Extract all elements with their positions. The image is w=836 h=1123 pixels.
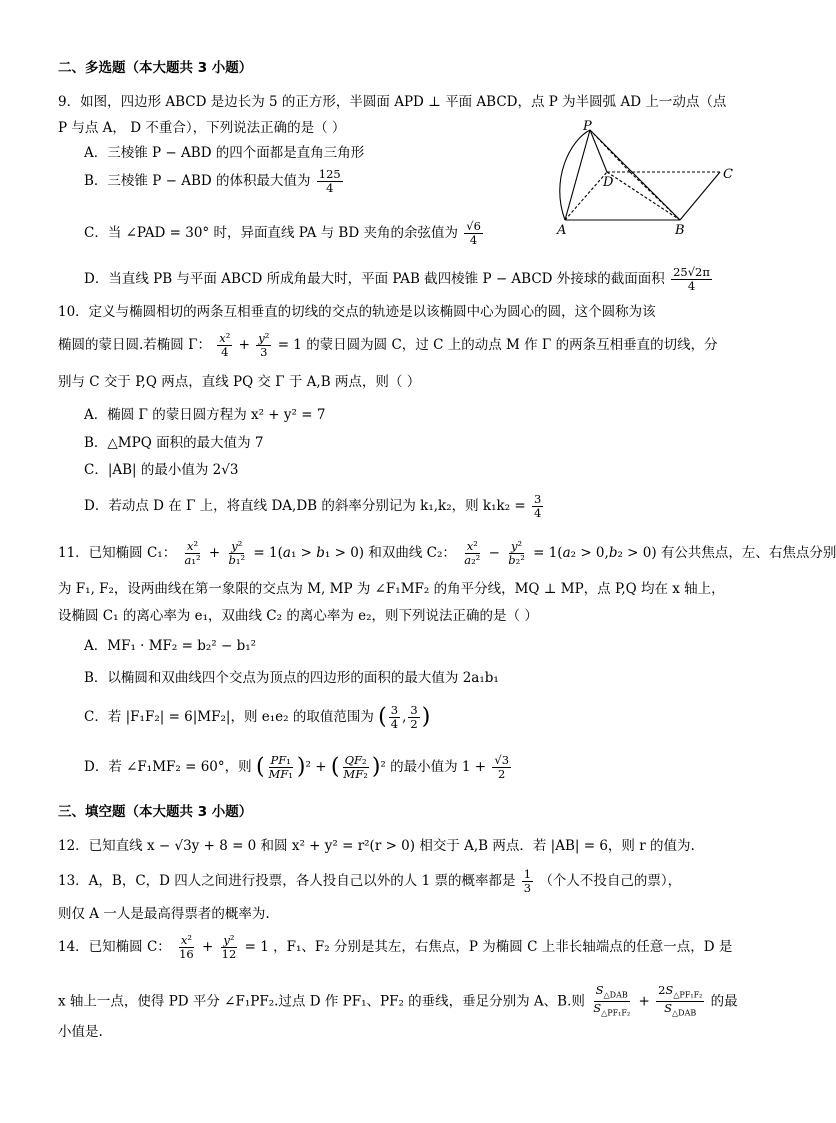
q9-option-d-text: D．当直线 PB 与平面 ABCD 所成角最大时，平面 PAB 截四棱锥 P − ABCD 外接球的截面面积 <box>84 271 665 287</box>
q10-stem-line2: 椭圆的蒙日圆.若椭圆 Γ： $\frac{\text{x²}}{4}$ + $\frac{\text{y²}}{3}$ = 1 的蒙日圆为圆 C，过 C 上的动点 M 作 Γ 的两条互相垂直的切线，分 <box>58 331 718 359</box>
q13-line1-pre: 13．A，B，C，D 四人之间进行投票，各人投自己以外的人 1 票的概率都是 <box>58 873 516 889</box>
q14-line1-pre: 14．已知椭圆 C： <box>58 939 171 955</box>
q11-line1-mid: 和双曲线 C₂： <box>368 545 456 561</box>
q9-option-b-fraction: $\frac{125}{4}$ <box>318 167 341 195</box>
q13-line2: 则仅 A 一人是最高得票者的概率为. <box>58 906 270 922</box>
q11-line1-post: 有公共焦点，左、右焦点分别 <box>660 545 836 561</box>
q11-option-d: D．若 ∠F₁MF₂ = 60°，则 ( $\frac{\text{PF₁}}{\text{MF₁}}$ )² + ( $\frac{\text{QF₂}}{\text{MF₂}}$ )² 的最小值为 1 + $\frac{√3}{2}$ <box>84 753 510 781</box>
q9-stem-line1: 9．如图，四边形 ABCD 是边长为 5 的正方形，半圆面 APD ⊥ 平面 ABCD，点 P 为半圆弧 AD 上一动点（点 <box>58 94 727 110</box>
label-a: A <box>557 223 567 238</box>
q11-stem-line3: 设椭圆 C₁ 的离心率为 e₁，双曲线 C₂ 的离心率为 e₂，则下列说法正确的是（ ） <box>58 608 538 624</box>
q10-option-d-fraction: $\frac{3}{4}$ <box>534 492 542 520</box>
q13-line1: 13．A，B，C，D 四人之间进行投票，各人投自己以外的人 1 票的概率都是 $\frac{1}{3}$ （个人不投自己的票）， <box>58 867 682 895</box>
semicircle-arc <box>560 130 590 220</box>
q10-option-b: B．△MPQ 面积的最大值为 7 <box>84 435 264 451</box>
section-heading-multiple-choice: 二、多选题（本大题共 3 小题） <box>58 60 253 76</box>
q10-stem-line1: 10．定义与椭圆相切的两条互相垂直的切线的交点的轨迹是以该椭圆中心为圆心的圆，这个圆称为该 <box>58 304 656 320</box>
q10-line2-post: 的蒙日圆为圆 C，过 C 上的动点 M 作 Γ 的两条互相垂直的切线，分 <box>306 337 718 353</box>
q14-line2-pre: x 轴上一点，使得 PD 平分 ∠F₁PF₂.过点 D 作 PF₁、PF₂ 的垂线，垂足分别为 A、B.则 <box>58 993 585 1010</box>
q11-option-d-post: 的最小值为 1 + <box>390 759 487 775</box>
label-p: P <box>583 119 592 134</box>
q13-line1-post: （个人不投自己的票）， <box>539 873 682 889</box>
q9-option-d-fraction: $\frac{25√2\pi}{4}$ <box>673 265 710 293</box>
q10-option-d-text: D．若动点 D 在 Γ 上，将直线 DA,DB 的斜率分别记为 k₁,k₂，则 k₁k₂ = <box>84 498 526 514</box>
q10-option-d <box>84 493 545 520</box>
q12-text: 12．已知直线 x − √3y + 8 = 0 和圆 x² + y² = r²(r > 0) 相交于 A,B 两点．若 |AB| = 6，则 r 的值为. <box>58 838 695 854</box>
label-c: C <box>723 167 733 182</box>
q9-option-a: A．三棱锥 P − ABD 的四个面都是直角三角形 <box>84 145 365 161</box>
q9-option-b-text: B．三棱锥 P − ABD 的体积最大值为 <box>84 173 311 189</box>
q9-option-d <box>84 266 714 293</box>
q11-option-b: B．以椭圆和双曲线四个交点为顶点的四边形的面积的最大值为 2a₁b₁ <box>84 670 499 686</box>
q14-line1-post: ，F₁、F₂ 分别是其左，右焦点，P 为椭圆 C 上非长轴端点的任意一点，D 是 <box>273 939 733 955</box>
q10-ellipse-x: $\frac{\text{x²}}{4}$ <box>219 331 231 359</box>
q14-line2-post: 的最 <box>710 993 738 1010</box>
q11-option-d-text: D．若 ∠F₁MF₂ = 60°，则 <box>84 759 252 775</box>
label-b: B <box>675 223 685 238</box>
section-heading-fill-in: 三、填空题（本大题共 3 小题） <box>58 804 253 820</box>
q14-line3: 小值是. <box>58 1024 103 1040</box>
q14-line2: x 轴上一点，使得 PD 平分 ∠F₁PF₂.过点 D 作 PF₁、PF₂ 的垂线，垂足分别为 A、B.则 $\frac{S_{\triangle DAB}}{S_{\triangle PF_1F_2}}$ + $\frac{2S_{\triangle PF_1F_2}}{S_{\triangle DAB}}$ 的最 <box>58 983 738 1018</box>
pyramid-figure <box>555 120 745 240</box>
q9-option-c-text: C．当 ∠PAD = 30° 时，异面直线 PA 与 BD 夹角的余弦值为 <box>84 225 458 241</box>
q9-stem-line2: P 与点 A， D 不重合），下列说法正确的是（ ） <box>58 120 346 136</box>
q11-option-a: A．MF₁ · MF₂ = b₂² − b₁² <box>84 638 257 654</box>
q11-stem-line1: 11．已知椭圆 C₁： $\frac{\text{x²}}{\text{a₁²}}$ + $\frac{\text{y²}}{\text{b₁²}}$ = 1(a₁ > b₁ > 0) 和双曲线 C₂： $\frac{\text{x²}}{\text{a₂²}}$ − $\frac{\text{y²}}{\text{b₂²}}$ = 1(a₂ > 0,b₂ > 0) 有公共焦点，左、右焦点分别 <box>58 539 836 567</box>
q11-line1-pre: 11．已知椭圆 C₁： <box>58 545 177 561</box>
q10-stem-line3: 别与 C 交于 P,Q 两点，直线 PQ 交 Γ 于 A,B 两点，则（ ） <box>58 374 421 390</box>
q9-option-c-fraction: $\frac{√6}{4}$ <box>466 219 481 247</box>
q11-option-c-text: C．若 |F₁F₂| = 6|MF₂|，则 e₁e₂ 的取值范围为 <box>84 709 374 725</box>
q14-line1: 14．已知椭圆 C： $\frac{\text{x²}}{16}$ + $\frac{\text{y²}}{12}$ = 1 ，F₁、F₂ 分别是其左，右焦点，P 为椭圆 C 上非长轴端点的任意一点，D 是 <box>58 933 733 961</box>
q11-stem-line2: 为 F₁, F₂，设两曲线在第一象限的交点为 M, MP 为 ∠F₁MF₂ 的角平分线，MQ ⊥ MP，点 P,Q 均在 x 轴上， <box>58 581 725 597</box>
q9-option-c <box>84 220 485 247</box>
q11-option-c: C．若 |F₁F₂| = 6|MF₂|，则 e₁e₂ 的取值范围为 ( $\frac{3}{4}$ , $\frac{3}{2}$ ) <box>84 703 431 731</box>
q10-ellipse-y: $\frac{\text{y²}}{3}$ <box>258 331 270 359</box>
q10-option-c: C．|AB| 的最小值为 2√3 <box>84 462 239 478</box>
label-d: D <box>603 175 614 190</box>
q9-option-b <box>84 168 345 195</box>
q10-line2-pre: 椭圆的蒙日圆.若椭圆 Γ： <box>58 337 211 353</box>
q10-option-a: A．椭圆 Γ 的蒙日圆方程为 x² + y² = 7 <box>84 407 326 423</box>
